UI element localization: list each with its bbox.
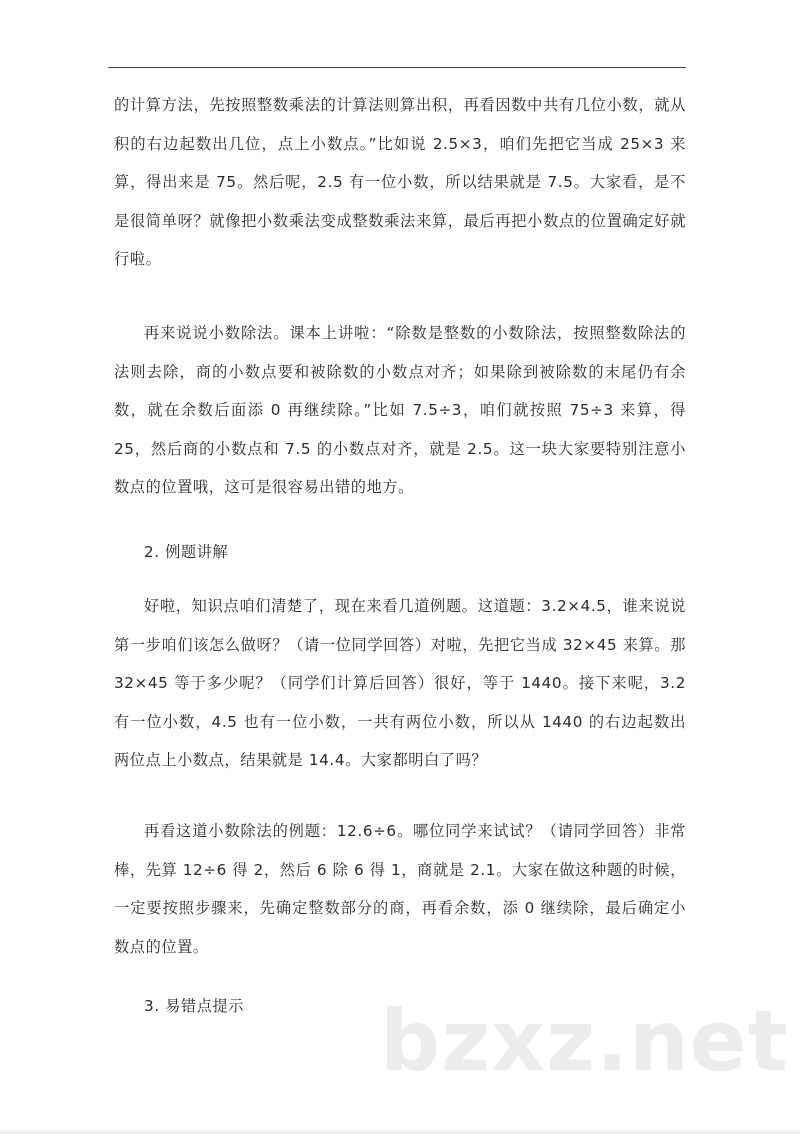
paragraph-example-division: 再看这道小数除法的例题：12.6÷6。哪位同学来试试？（请同学回答）非常棒，先算 12÷6 得 2，然后 6 除 6 得 1，商就是 2.1。大家在做这种题的时候，一定要按照步骤来，先确定整数部分的商，再看余数，添 0 继续除，最后确定小数点的位置。 — [114, 822, 686, 956]
header-rule — [108, 67, 686, 68]
paragraph-multiplication-method: 的计算方法，先按照整数乘法的计算法则算出积，再看因数中共有几位小数，就从积的右边起数出几位，点上小数点。”比如说 2.5×3，咱们先把它当成 25×3 来算，得出来是 75。然后呢，2.5 有一位小数，所以结果就是 7.5。大家看，是不是很简单呀？就像把小数乘法变成整数乘法来算，最后再把小数点的位置确定好就行啦。 — [114, 96, 686, 268]
page-bottom-edge — [0, 1128, 800, 1134]
paragraph-decimal-division: 再来说说小数除法。课本上讲啦：“除数是整数的小数除法，按照整数除法的法则去除，商的小数点要和被除数的小数点对齐；如果除到被除数的末尾仍有余数，就在余数后面添 0 再继续除。”比如 7.5÷3，咱们就按照 75÷3 来算，得 25，然后商的小数点和 7.5 的小数点对齐，就是 2.5。这一块大家要特别注意小数点的位置哦，这可是很容易出错的地方。 — [114, 324, 686, 496]
watermark-logo: bzxz.net — [380, 992, 789, 1090]
paragraph-example-multiplication: 好啦，知识点咱们清楚了，现在来看几道例题。这道题：3.2×4.5，谁来说说第一步咱们该怎么做呀？（请一位同学回答）对啦，先把它当成 32×45 来算。那 32×45 等于多少呢？（同学们计算后回答）很好，等于 1440。接下来呢，3.2 有一位小数，4.5 也有一位小数，一共有两位小数，所以从 1440 的右边起数出两位点上小数点，结果就是 14.4。大家都明白了吗？ — [114, 597, 686, 769]
section-heading-examples: 2. 例题讲解 — [144, 543, 229, 561]
section-heading-common-mistakes: 3. 易错点提示 — [144, 997, 245, 1015]
